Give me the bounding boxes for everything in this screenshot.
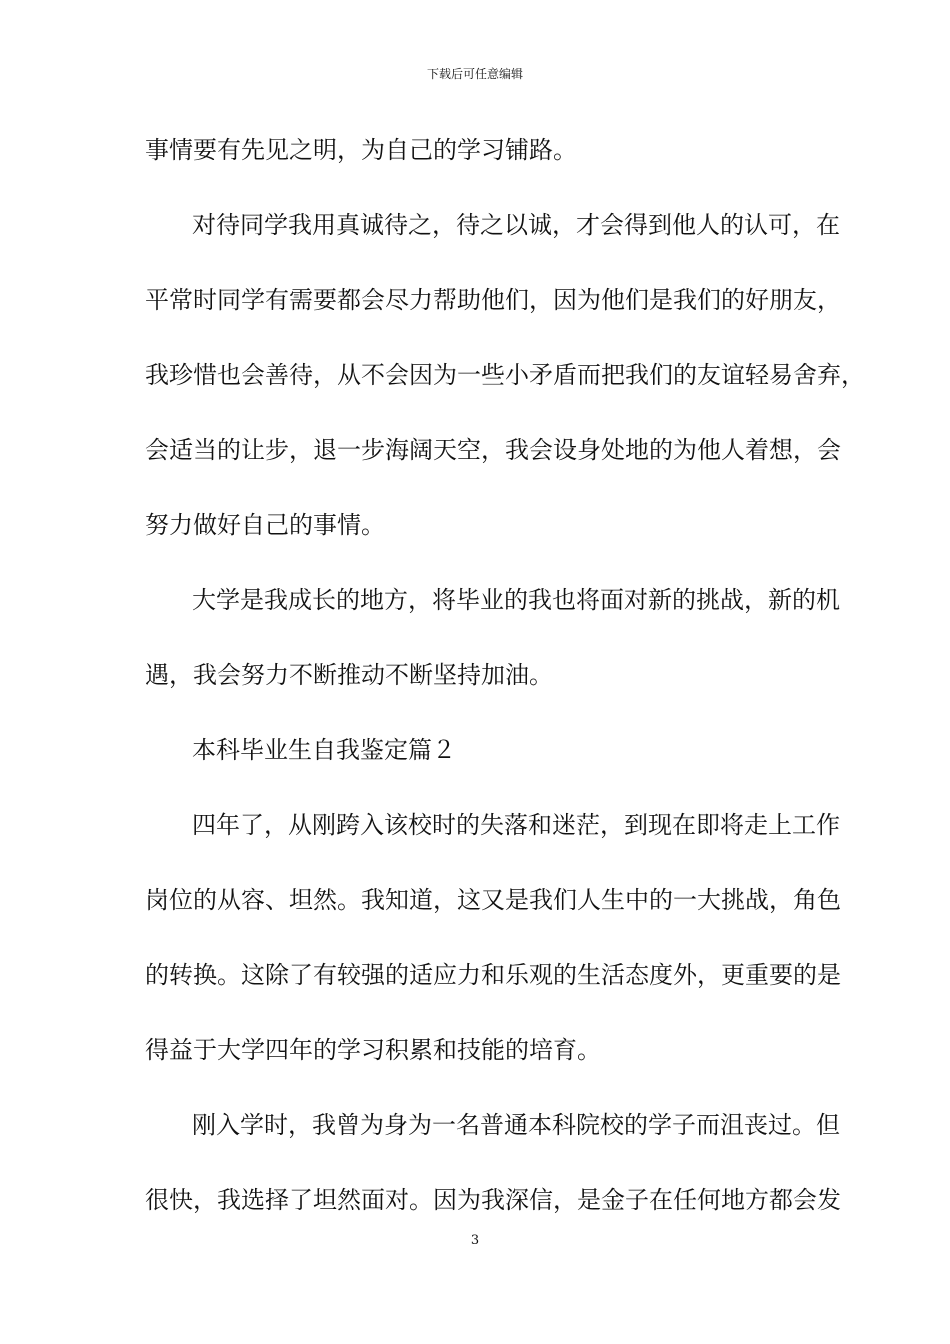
section-heading: 本科毕业生自我鉴定篇２ (192, 736, 456, 764)
text-line: 刚入学时，我曾为身为一名普通本科院校的学子而沮丧过。但 (192, 1111, 840, 1139)
text-line: 大学是我成长的地方，将毕业的我也将面对新的挑战，新的机 (192, 586, 840, 614)
text-line: 遇，我会努力不断推动不断坚持加油。 (145, 661, 553, 689)
text-line: 事情要有先见之明，为自己的学习铺路。 (145, 136, 577, 164)
text-line: 岗位的从容、坦然。我知道，这又是我们人生中的一大挑战，角色 (145, 886, 841, 914)
text-line: 努力做好自己的事情。 (145, 511, 385, 539)
page-number: 3 (470, 1233, 480, 1248)
text-line: 四年了，从刚跨入该校时的失落和迷茫，到现在即将走上工作 (192, 811, 840, 839)
page-header-note: 下载后可任意编辑 (426, 67, 523, 81)
text-line: 很快，我选择了坦然面对。因为我深信，是金子在任何地方都会发 (145, 1186, 841, 1214)
text-line: 会适当的让步，退一步海阔天空，我会设身处地的为他人着想，会 (145, 436, 841, 464)
text-line: 得益于大学四年的学习积累和技能的培育。 (145, 1036, 601, 1064)
text-line: 我珍惜也会善待，从不会因为一些小矛盾而把我们的友谊轻易舍弃， (145, 361, 865, 389)
text-line: 的转换。这除了有较强的适应力和乐观的生活态度外，更重要的是 (145, 961, 841, 989)
text-line: 对待同学我用真诚待之，待之以诚，才会得到他人的认可，在 (192, 211, 840, 239)
text-line: 平常时同学有需要都会尽力帮助他们，因为他们是我们的好朋友， (145, 286, 841, 314)
